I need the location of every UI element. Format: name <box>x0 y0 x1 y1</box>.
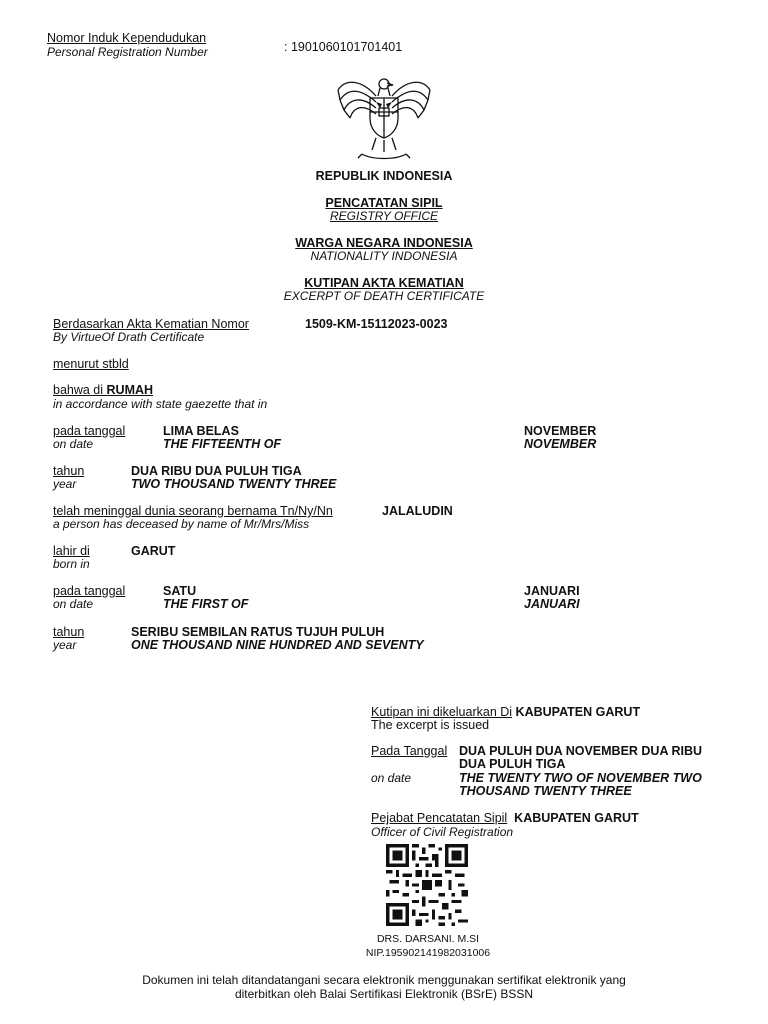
issue-date-label-en: on date <box>371 771 412 785</box>
officer-value: KABUPATEN GARUT <box>514 811 639 825</box>
deed-label-en: By VirtueOf Drath Certificate <box>53 330 205 344</box>
birth-year-label-en: year <box>53 638 77 652</box>
garuda-emblem-icon <box>332 74 436 164</box>
deceased-label-en: a person has deceased by name of Mr/Mrs/Miss <box>53 517 310 531</box>
death-date-label-en: on date <box>53 437 94 451</box>
birth-month-en: JANUARI <box>524 597 580 611</box>
deed-number: 1509-KM-15112023-0023 <box>305 317 448 331</box>
deceased-label: telah meninggal dunia seorang bernama Tn/Ny/Nn <box>53 504 333 518</box>
birth-date-label-en: on date <box>53 597 94 611</box>
footer-line-2: diterbitkan oleh Balai Sertifikasi Elektronik (BSrE) BSSN <box>234 987 534 1001</box>
signer-nip: NIP.195902141982031006 <box>365 947 491 959</box>
title-doc-type: KUTIPAN AKTA KEMATIAN <box>304 276 464 290</box>
death-year-label: tahun <box>53 464 85 478</box>
born-label-en: born in <box>53 557 90 571</box>
stbld-label: menurut stbld <box>53 357 129 371</box>
birth-year-label: tahun <box>53 625 85 639</box>
nik-label-en: Personal Registration Number <box>47 45 208 59</box>
title-republic: REPUBLIK INDONESIA <box>315 169 453 183</box>
nik-value: : 1901060101701401 <box>284 40 403 54</box>
death-month: NOVEMBER <box>524 424 597 438</box>
death-year-en: TWO THOUSAND TWENTY THREE <box>131 477 337 491</box>
issued-label: Kutipan ini dikeluarkan Di <box>371 705 513 719</box>
issued-value: KABUPATEN GARUT <box>515 705 641 719</box>
death-day-en: THE FIFTEENTH OF <box>163 437 282 451</box>
title-doc-type-en: EXCERPT OF DEATH CERTIFICATE <box>283 289 485 303</box>
death-year-label-en: year <box>53 477 77 491</box>
death-year: DUA RIBU DUA PULUH TIGA <box>131 464 302 478</box>
birth-month: JANUARI <box>524 584 580 598</box>
birth-year: SERIBU SEMBILAN RATUS TUJUH PULUH <box>131 625 385 639</box>
officer-label-en: Officer of Civil Registration <box>371 825 514 839</box>
place-value: RUMAH <box>106 383 154 397</box>
signer-name: DRS. DARSANI. M.SI <box>376 933 480 945</box>
birth-day-en: THE FIRST OF <box>163 597 249 611</box>
qr-code-icon <box>386 844 468 926</box>
officer-label: Pejabat Pencatatan Sipil <box>371 811 508 825</box>
birth-year-en: ONE THOUSAND NINE HUNDRED AND SEVENTY <box>131 638 424 652</box>
place-en: in accordance with state gaezette that in <box>53 397 268 411</box>
born-place: GARUT <box>131 544 176 558</box>
issue-date-value-en-1: THE TWENTY TWO OF NOVEMBER TWO <box>459 771 702 785</box>
deed-label: Berdasarkan Akta Kematian Nomor <box>53 317 249 331</box>
issue-date-label: Pada Tanggal <box>371 744 448 758</box>
birth-day: SATU <box>163 584 197 598</box>
death-day: LIMA BELAS <box>163 424 239 438</box>
death-month-en: NOVEMBER <box>524 437 597 451</box>
officer-line <box>371 812 639 825</box>
issued-label-en: The excerpt is issued <box>371 718 490 732</box>
born-label: lahir di <box>53 544 90 558</box>
birth-date-label: pada tanggal <box>53 584 126 598</box>
title-registry: PENCATATAN SIPIL <box>325 196 443 210</box>
title-nationality: WARGA NEGARA INDONESIA <box>295 236 473 250</box>
place-prefix: bahwa di <box>53 383 107 397</box>
death-date-label: pada tanggal <box>53 424 126 438</box>
title-nationality-en: NATIONALITY INDONESIA <box>310 249 458 263</box>
issue-date-value-en-2: THOUSAND TWENTY THREE <box>459 784 632 798</box>
nik-label: Nomor Induk Kependudukan <box>47 31 207 45</box>
deceased-name: JALALUDIN <box>382 504 453 518</box>
place-line <box>53 384 153 397</box>
title-registry-en: REGISTRY OFFICE <box>329 209 438 223</box>
footer-line-1: Dokumen ini telah ditandatangani secara elektronik menggunakan sertifikat elektronik yang <box>142 973 626 987</box>
issue-date-value-2: DUA PULUH TIGA <box>459 757 566 771</box>
issue-date-value-1: DUA PULUH DUA NOVEMBER DUA RIBU <box>459 744 703 758</box>
